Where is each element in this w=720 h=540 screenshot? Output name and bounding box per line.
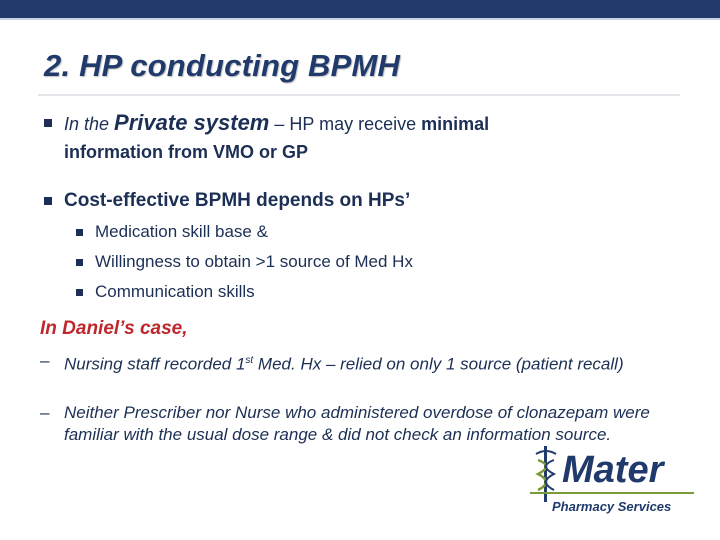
sub-bullet-text: Willingness to obtain >1 source of Med Hx bbox=[95, 252, 413, 271]
square-bullet-icon bbox=[76, 289, 83, 296]
square-bullet-icon bbox=[44, 119, 52, 127]
top-banner-bar bbox=[0, 0, 720, 18]
bullet-text-middle: – HP may receive bbox=[269, 114, 422, 134]
bullet-cost-effective-text: Cost-effective BPMH depends on HPs’ bbox=[64, 190, 411, 211]
slide-title: 2. HP conducting BPMH bbox=[44, 48, 401, 83]
dash-item-text: Neither Prescriber nor Nurse who administered overdose of clonazepam were familiar with the usual dose range & did not check an information source. bbox=[64, 403, 650, 444]
logo-wordmark: Mater bbox=[562, 449, 664, 491]
sub-bullet-text: Medication skill base & bbox=[95, 222, 268, 241]
logo-tagline: Pharmacy Services bbox=[552, 499, 672, 514]
square-bullet-icon bbox=[76, 229, 83, 236]
dash-item-text bbox=[64, 350, 684, 376]
bullet-text-minimal: minimal bbox=[421, 114, 490, 134]
bullet-text-intro: In the bbox=[64, 114, 115, 134]
title-divider bbox=[38, 94, 680, 96]
dash-marker: – bbox=[40, 403, 50, 422]
square-bullet-icon bbox=[76, 259, 83, 266]
bullet-text-emphasis: Private system bbox=[114, 110, 270, 135]
case-heading: In Daniel’s case, bbox=[40, 318, 188, 339]
top-banner-underline bbox=[0, 18, 720, 20]
dash-item-text-post: Med. Hx – relied on only 1 source (patient recall) bbox=[253, 354, 624, 374]
square-bullet-icon bbox=[44, 197, 52, 205]
dash-item-superscript: st bbox=[245, 355, 254, 366]
bullet-private-system-line2: information from VMO or GP bbox=[64, 142, 309, 162]
mater-pharmacy-logo bbox=[528, 440, 696, 520]
dash-item-text-pre: Nursing staff recorded 1 bbox=[64, 354, 246, 374]
sub-bullet-text: Communication skills bbox=[95, 282, 255, 301]
bullet-private-system-line1 bbox=[64, 110, 489, 137]
dash-marker: – bbox=[40, 351, 50, 370]
logo-rule bbox=[530, 492, 694, 494]
